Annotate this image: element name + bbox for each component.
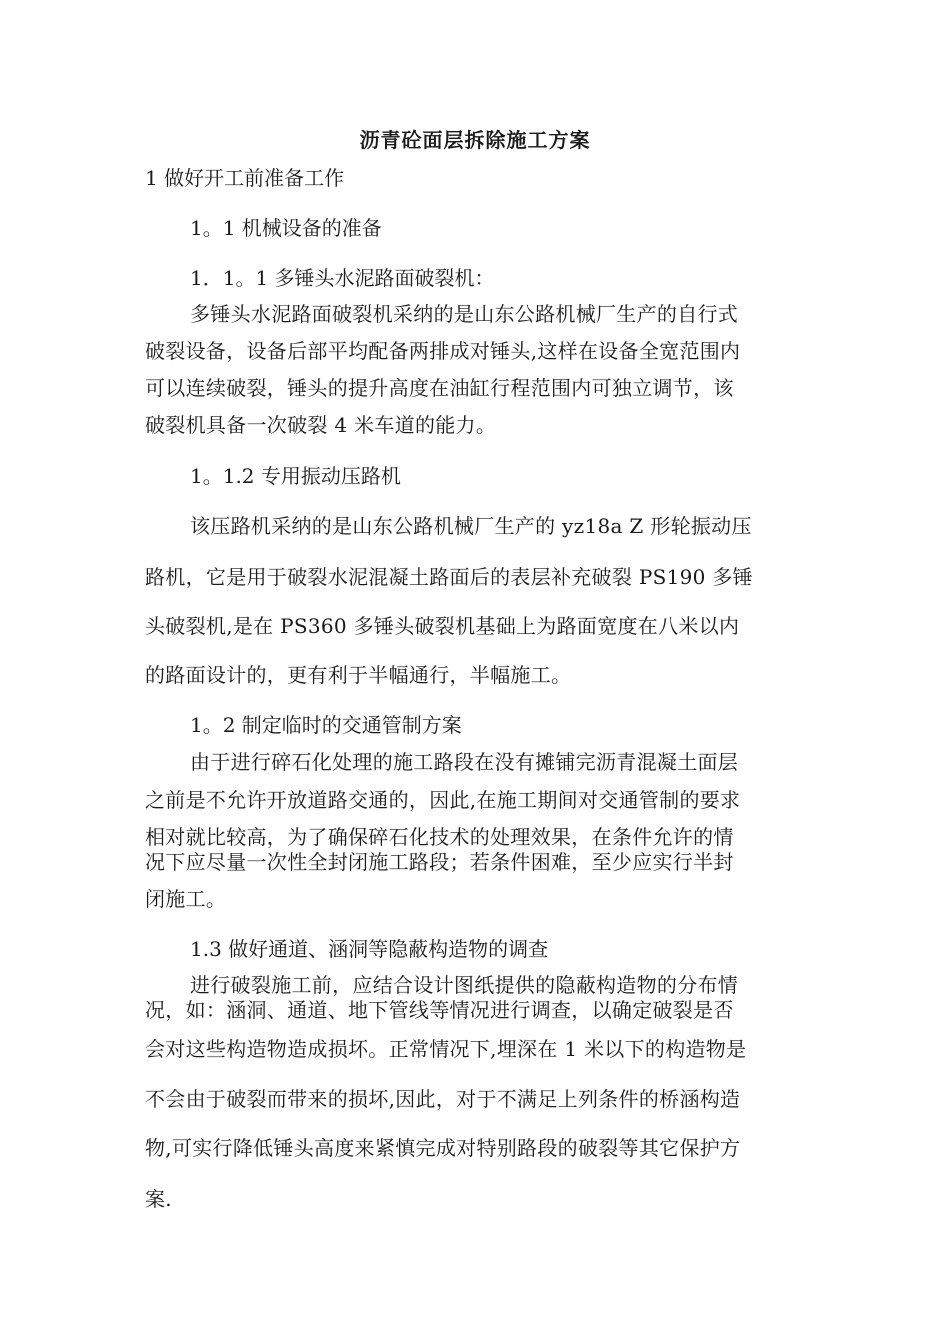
heading-section-1: 1 做好开工前准备工作 — [145, 166, 345, 190]
heading-section-1-2: 1。2 制定临时的交通管制方案 — [190, 713, 462, 737]
heading-section-1-3: 1.3 做好通道、涵洞等隐蔽构造物的调查 — [190, 937, 549, 961]
paragraph-line: 况，如：涵洞、通道、地下管线等情况进行调查，以确定破裂是否 — [145, 998, 734, 1022]
heading-section-1-1-1: 1．1。1 多锤头水泥路面破裂机： — [190, 266, 495, 290]
paragraph-line: 相对就比较高，为了确保碎石化技术的处理效果，在条件允许的情 — [145, 825, 734, 849]
paragraph-line: 路机，它是用于破裂水泥混凝土路面后的表层补充破裂 PS190 多锤 — [145, 565, 753, 589]
heading-section-1-1-2: 1。1.2 专用振动压路机 — [190, 464, 401, 488]
paragraph-line: 可以连续破裂，锤头的提升高度在油缸行程范围内可独立调节，该 — [145, 376, 734, 400]
paragraph-line: 由于进行碎石化处理的施工路段在没有摊铺完沥青混凝土面层 — [190, 750, 739, 774]
paragraph-line: 头破裂机,是在 PS360 多锤头破裂机基础上为路面宽度在八米以内 — [145, 614, 740, 638]
paragraph-line: 不会由于破裂而带来的损坏,因此，对于不满足上列条件的桥涵构造 — [145, 1087, 741, 1111]
paragraph-line: 多锤头水泥路面破裂机采纳的是山东公路机械厂生产的自行式 — [190, 302, 739, 326]
paragraph-line: 破裂机具备一次破裂 4 米车道的能力。 — [145, 413, 497, 437]
paragraph-line: 进行破裂施工前，应结合设计图纸提供的隐蔽构造物的分布情 — [190, 973, 739, 997]
paragraph-line: 案. — [145, 1187, 172, 1211]
paragraph-line: 闭施工。 — [145, 887, 227, 911]
paragraph-line: 该压路机采纳的是山东公路机械厂生产的 yz18a Z 形轮振动压 — [190, 514, 752, 538]
paragraph-line: 破裂设备，设备后部平均配备两排成对锤头,这样在设备全宽范围内 — [145, 339, 741, 363]
paragraph-line: 的路面设计的，更有利于半幅通行，半幅施工。 — [145, 663, 572, 687]
paragraph-line: 物,可实行降低锤头高度来紧慎完成对特别路段的破裂等其它保护方 — [145, 1136, 741, 1160]
heading-section-1-1: 1。1 机械设备的准备 — [190, 216, 382, 240]
paragraph-line: 会对这些构造物造成损坏。正常情况下,埋深在 1 米以下的构造物是 — [145, 1037, 747, 1061]
document-title: 沥青砼面层拆除施工方案 — [359, 128, 591, 152]
paragraph-line: 之前是不允许开放道路交通的，因此,在施工期间对交通管制的要求 — [145, 788, 741, 812]
paragraph-line: 况下应尽量一次性全封闭施工路段；若条件困难，至少应实行半封 — [145, 850, 734, 874]
